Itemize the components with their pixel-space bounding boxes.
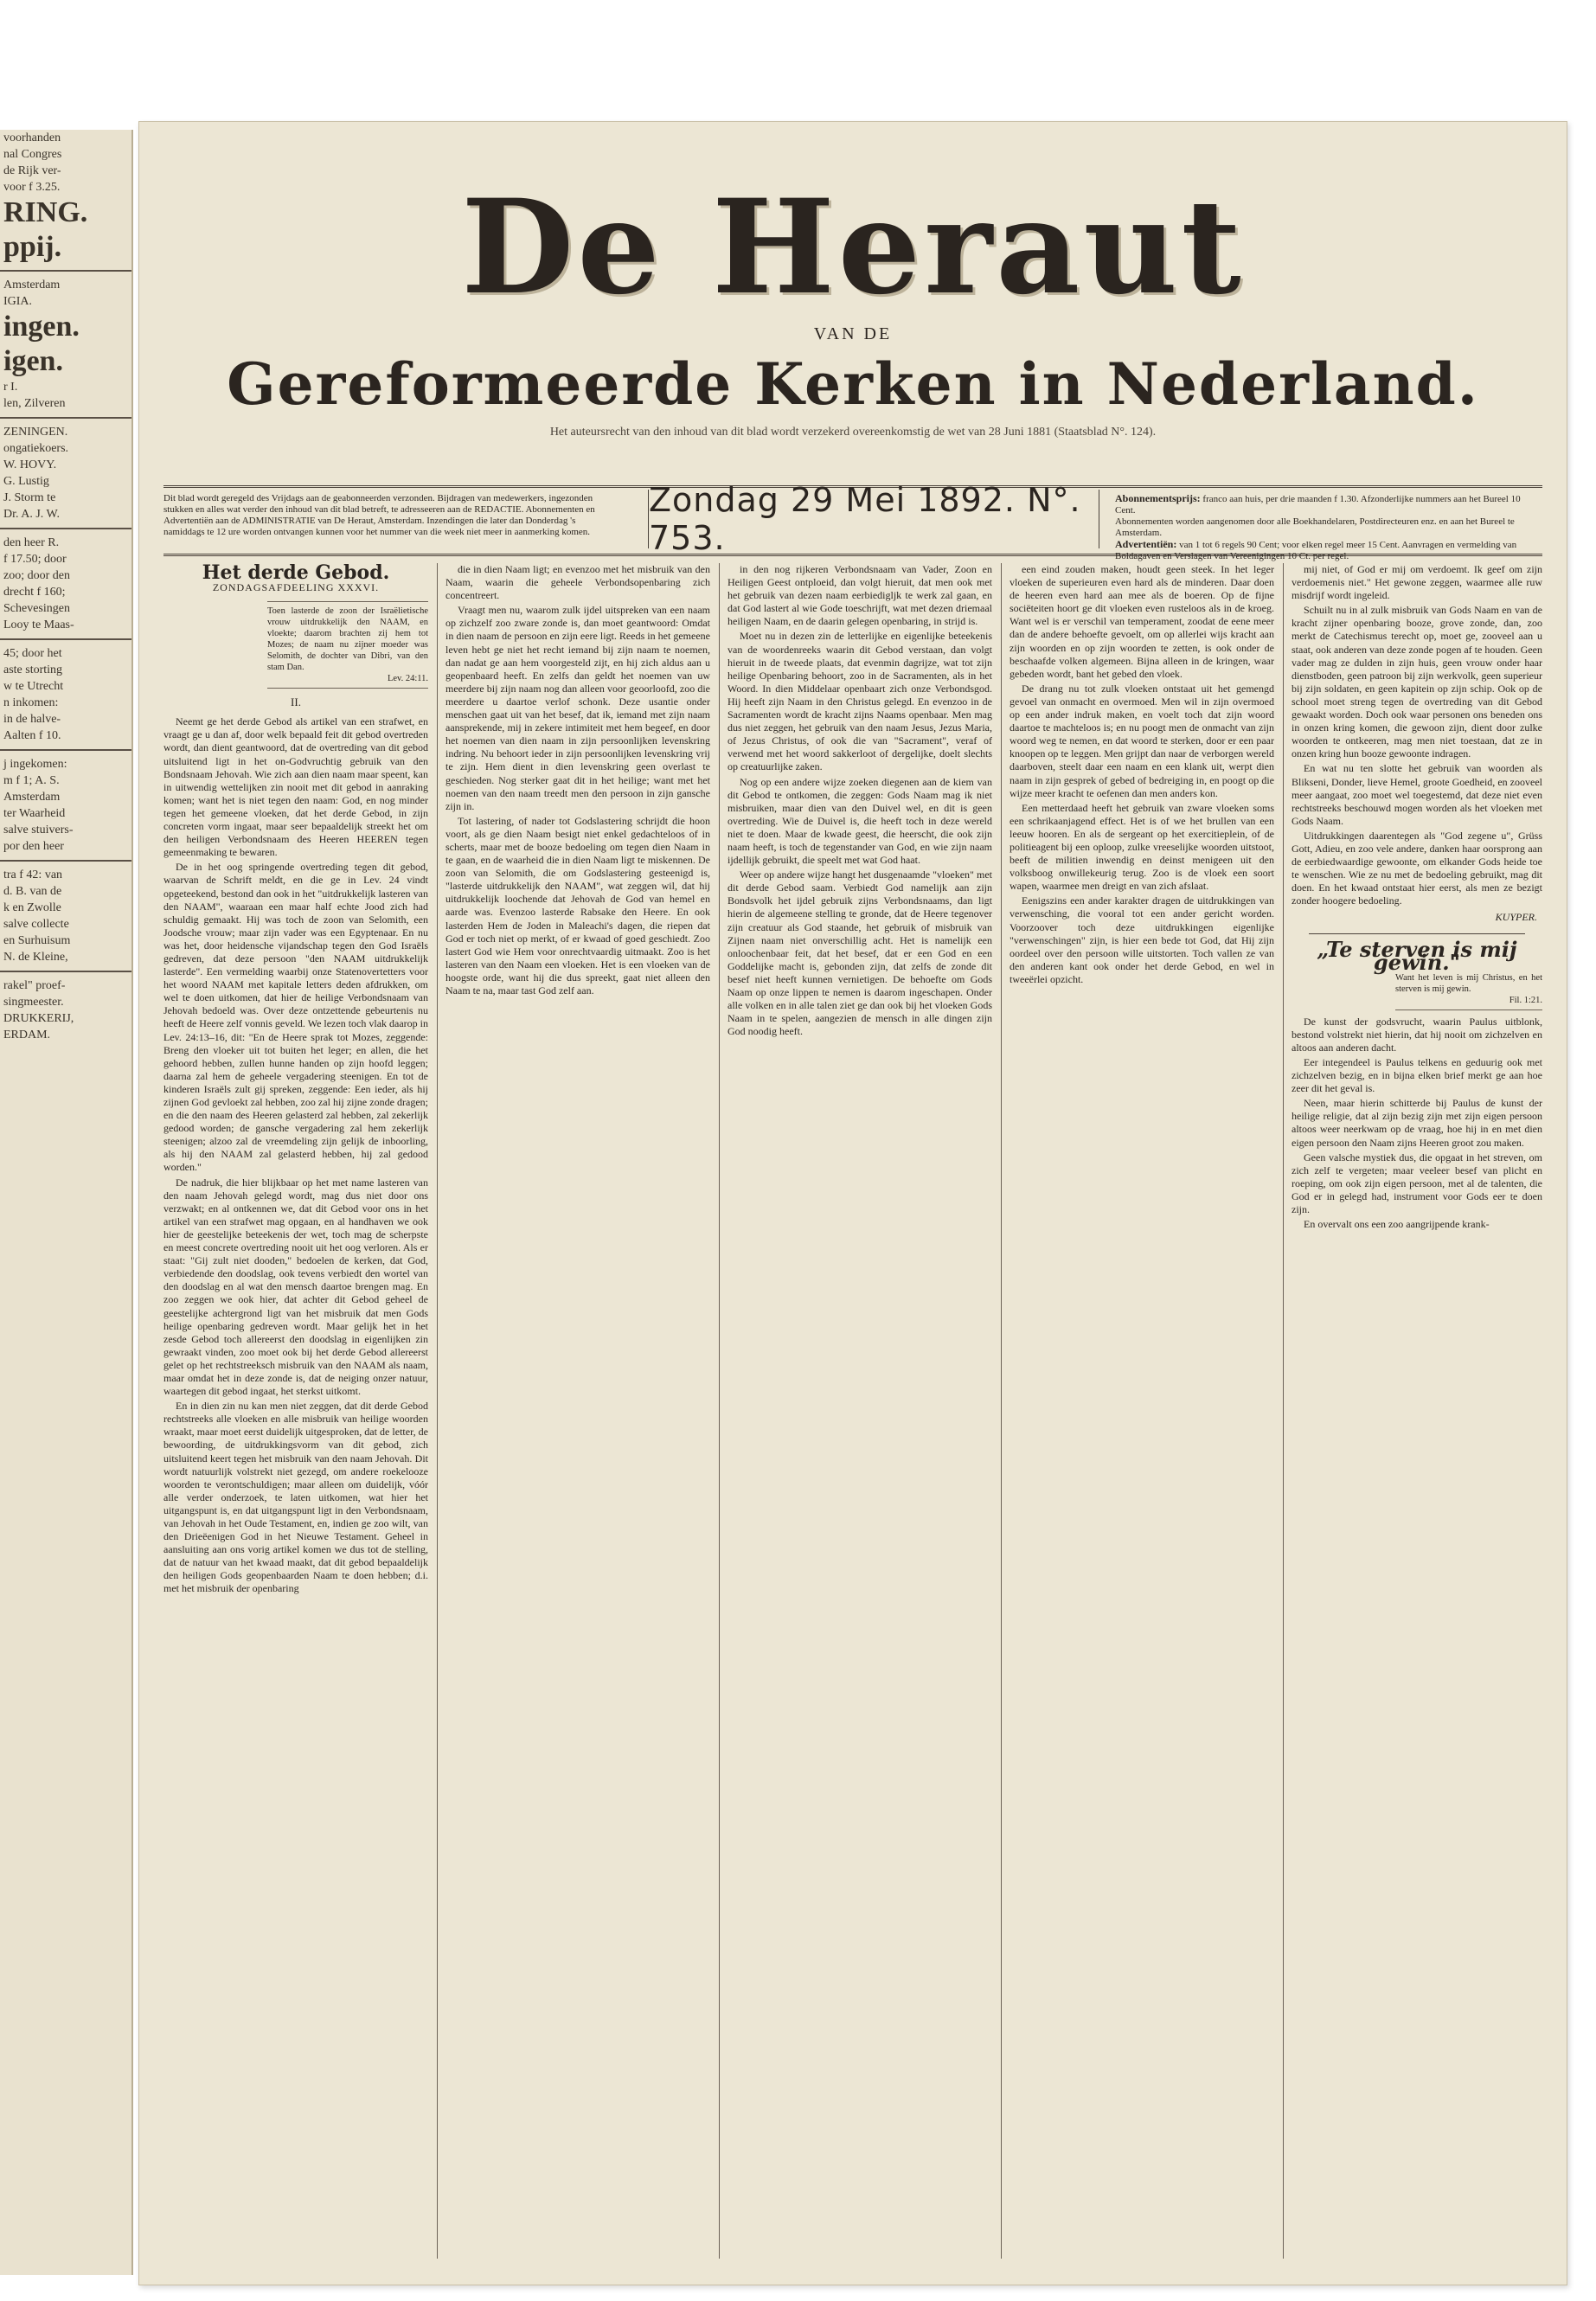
adjacent-page-text: n inkomen: [3,696,59,709]
adjacent-page-text: voorhanden [3,131,61,144]
adjacent-page-text: igen. [3,345,63,377]
adjacent-page-text: ppij. [3,231,62,263]
adjacent-page-text: Amsterdam [3,791,61,804]
adjacent-page-text: voor f 3.25. [3,181,61,194]
adjacent-page-text: Looy te Maas- [3,619,74,631]
adjacent-page-text: N. de Kleine, [3,951,68,964]
copyright-notice: Het auteursrecht van den inhoud van dit blad wordt verzekerd overeenkomstig de wet van 28 Juni 1881 (Staatsblad N°. 124). [549,426,1157,439]
adjacent-page-rule [0,749,131,751]
adjacent-page-text: IGIA. [3,295,33,308]
adjacent-page-text: len, Zilveren [3,397,66,410]
adjacent-page-text: W. HOVY. [3,458,57,471]
column-2 [445,563,710,2259]
adjacent-page-rule [0,270,131,272]
paragraph: Uitdrukkingen daarentegen als "God zegene u", Grüss Gott, Adieu, en zoo vele andere, danken haar oorsprong aan de eerbiedwaardige gewoonte, om elkander Gods heide toe te wenschen. Wie ze nu met de bedoeling gebruikt, mag dit doen. En het kwaad ontstaat hier eerst, als men ze bezigt zonder hoogere bedoeling. [1292,829,1542,907]
column-3 [727,563,992,2259]
article-divider [1309,933,1525,934]
adjacent-page-text: singmeester. [3,996,64,1009]
newspaper-subtitle: Gereformeerde Kerken in Nederland. [227,350,1479,418]
paragraph: Schuilt nu in al zulk misbruik van Gods Naam en van de kracht zijner openbaring booze, grove zonde, dan, zoo merkt de Catechismus terecht op, moet ge, zooveel aan u staat, ook anderen van deze zonde pogen af te houden. Geen vader mag ze dulden in zijn huis, geen vrouw onder haar dienstboden, geen patroon bij zijn werkvolk, geen superieur bij zijn soldaten, en geen kapitein op zijn schip. Ook op de school moet streng tegen de overtreding van dit Gebod gewaakt worden. Doch ook waar personen ons beneden ons in onzen kring komen, die gewoon zijn, dient door zulke woorden te ontkeeren, mag men niet toestaan, dat ze in onzen kring hun booze gewoonte indragen. [1292,604,1542,760]
meditation-epigraph-reference: Fil. 1:21. [1509,995,1542,1005]
section-title: Het derde Gebod. [202,563,390,584]
paragraph: een eind zouden maken, houdt geen steek. In het leger vloeken de superieuren even hard als de minderen. Daar doen de heeren even hard aan mee als de boeren. Op de fijne sociëteiten hoort ge dit vloeken even rusteloos als in de kroeg. Want wel is er verschil van temperament, zoodat de eene meer dan de andere behoefte gevoelt, om op allerlei wijs kracht aan zijn woorden en op zijn woorden te zetten, is ook onder de beschaafde volken algemeen. Bijna alleen in de kringen, waar gebeden wordt, bant het gebed den vloek. [1010,563,1274,680]
subscription-price-text: franco aan huis, per drie maanden f 1.30. Afzonderlijke nummers aan het Bureel 10 Cent. [1115,494,1521,516]
part-number: II. [291,695,301,709]
advertisement-text: van 1 tot 6 regels 90 Cent; voor elken regel meer 15 Cent. Aanvragen en vermelding van Boldagaven en Verslagen van Vereenigingen 10 Ct. per regel. [1115,540,1517,561]
epigraph-text: Toen lasterde de zoon der Israëlietische vrouw uitdrukkelijk den NAAM, en vloekte; daarom brachten zij hem tot Mozes; de naam nu zijner moeder was Selomith, de dochter van Dibri, van den stam Dan. [267,606,428,673]
issue-info-bar [163,481,1542,561]
paragraph: De drang nu tot zulk vloeken ontstaat uit het gemengd gevoel van onmacht en overmoed. Men wil in zijn overmoed op een ander indruk maken, en voelt toch dat zijn woord daartoe te machteloos is; en nu poogt men de onmacht van zijn woord weg te nemen, en dat woord te sterken, door er een paar knoopen op te leggen. Men grijpt dan naar de verborgen wereld daarboven, steelt daar een naam en een klank uit, werpt dien naam in zijn gesprek of gebed of bedreiging in, en poogt op die wijze meer kracht te oefenen dan men anders kon. [1010,682,1274,799]
adjacent-page-text: Dr. A. J. W. [3,508,60,521]
adjacent-page-text: RING. [3,196,88,228]
paragraph: En wat nu ten slotte het gebruik van woorden als Blikseni, Donder, lieve Hemel, groote Goedheid, en zooveel meer aangaat, zoo moet wel toegestemd, dat deze niet even rechtstreeks beschouwd mogen worden als het vloeken met Gods Naam. [1292,762,1542,827]
title-connector: VAN DE [813,324,893,343]
column-1 [163,563,428,2259]
paragraph: die in dien Naam ligt; en evenzoo met het misbruik van den Naam, waarin die geheele Verbondsopenbaring zich concentreert. [445,563,710,602]
paragraph: Een metterdaad heeft het gebruik van zware vloeken soms een schrikaanjagend effect. Het is of we het brullen van een leeuw hooren. En als de sergeant op het exercitieplein, of de politieagent bij een oploop, zulke vreeselijke woorden uitstoot, beeft de militien inwendig en deinst menigeen uit den volksboog onwillekeurig terug. Zoo is de vloek een soort wapen, waarmee men dreigt en van zich afslaat. [1010,801,1274,893]
masthead [139,171,1567,439]
subscription-agents-text: Abonnementen worden aangenomen door alle Boekhandelaren, Postdirecteuren enz. en aan het Bureel te Amsterdam. [1115,516,1515,538]
paragraph: De nadruk, die hier blijkbaar op het met name lasteren van den naam Jehovah gelegd wordt, mag dus niet door ons verzwakt; en al ontkennen we, dat dit Gebod voor ons in het artikel van een strafwet mag opgaan, en al handhaven we ook hier de geestelijke beteekenis der wet, toch mag de scherpste en meest concrete overtreding nooit uit het oog verloren. Als er staat: "Gij zult niet dooden," bedoelen de kerken, dat God, verbiedende den doodslag, ook tevens verbiedt den wortel van den doodslag en al wat den mensch daartoe brengen mag. En zoo zeggen we ook hier, dat achter dit Gebod geheel de geestelijke achtergrond ligt van het misbruik dat men Gods heilige openbaring gedreven wordt. Maar gelijk het in het zesde Gebod toch allereerst den doodslag in eigenlijken zin gewraakt vinden, zoo moet ook bij het derde Gebod allereerst gelet op het rechtstreeksch misbruik van den NAAM als naam, maar omdat het in deze zonde is, dat de neiging onzer natuur, waartegen dit gebod ingaat, het sterkst uitkomt. [163,1176,428,1398]
adjacent-page-text: k en Zwolle [3,901,61,914]
paragraph: De in het oog springende overtreding tegen dit gebod, waarvan de Schrift meldt, en die ge in Lev. 24 vindt opgeteekend, bestond dan ook in het "uitdrukkelijk lasteren van den NAAM", waaraan een maar half echte Jood zich had schuldig gemaakt. Hij was toch de zoon van Selomith, een Joodsche vrouw; maar zijn vader was een Egyptenaar. En nu was het, door heidensche vijandschap tegen den God Israëls gedreven, dat deze persoon "den NAAM uitdrukkelijk lasterde". Een vermelding waarbij onze Statenovertetters voor het woord NAAM met kapitale letters deden afdrukken, om wel te doen uitkomen, dat hier de heilige Verbondsnaam van Jehovah bedoeld was. Over deze ontzettende gebeurtenis nu heeft de Heere zelf vonnis geveld. We lezen toch vlak daarop in Lev. 24:13–16, dit: "En de Heere sprak tot Mozes, zeggende: Breng den vloeker uit tot buiten het leger; en allen, die het gehoord hebben, zullen hunne handen op zijn hoofd leggen; daarna zal hem de geheele vergadering steenigen. En tot de kinderen Israëls zult gij spreken, zeggende: Een ieder, als hij zijnen God gevloekt zal hebben, zoo zal hij zijne zonde dragen; en die den naam des Heeren gelasterd zal hebben, zal zekerlijk gedood worden; de gansche vergadering zal hem zekerlijk steenigen; alzoo zal de vreemdeling zijn gelijk de inboorling, als hij den NAAM zal gelasterd hebben, hij zal gedood worden." [163,861,428,1174]
adjacent-page-text: nal Congres [3,148,62,161]
adjacent-page-text: ter Waarheid [3,807,66,820]
adjacent-page-text: Amsterdam [3,279,61,292]
adjacent-page-text: drecht f 160; [3,586,66,599]
meditation-title: „Te sterven is mij gewin." [1317,936,1517,975]
adjacent-page-text: w te Utrecht [3,680,64,693]
adjacent-page-text: in de halve- [3,713,61,726]
adjacent-page-text: ingen. [3,311,80,343]
adjacent-page-text: f 17.50; door [3,553,67,566]
adjacent-page-rule [0,638,131,640]
advertisement-label: Advertentiën: [1115,538,1177,550]
paragraph: De kunst der godsvrucht, waarin Paulus uitblonk, bestond volstrekt niet hierin, dat hij nooit om zichzelven en altoos aan anderen dacht. [1292,1015,1542,1054]
section-subtitle: ZONDAGSAFDEELING XXXVI. [212,581,380,594]
adjacent-page-text: rakel" proef- [3,979,66,992]
column-5-body [1292,563,1542,907]
adjacent-page-text: DRUKKERIJ, [3,1012,74,1025]
subscription-info [1115,493,1542,562]
adjacent-page-rule [0,417,131,419]
adjacent-page-text: G. Lustig [3,475,49,488]
paragraph: in den nog rijkeren Verbondsnaam van Vader, Zoon en Heiligen Geest ontploeid, dan volgt hieruit, dat men ook met het gebruik van dezen naam eerbiedigljk te werk zal gaan, en dat God lastert al wie Gode toeschrijft, wat met dezen driemaal heiligen Naam, en de daarin gelegen openbaring, in strijd is. [727,563,992,628]
paragraph: Neemt ge het derde Gebod als artikel van een strafwet, en vraagt ge u dan af, door welk bepaald feit dit gebod overtreden wordt, dan dient geantwoord, dat de overtreding van dit gebod uitsluitend ligt in het on-Godvruchtig gebruik van den Bondsnaam Jehovah. Wie zich aan dien naam maar speent, kan in uitwendig wettelijken zin nooit met dit gebod in aanraking komen; want het is niet tegen den naam: God, en nog minder tegen het gemeene vloeken, dat het derde Gebod, in zijn concreten vorm ingaat, maar seer bepaaldelijk streekt het om den heiligen Verbondsnaam des Heeren HEEREN tegen gemeenmaking te bewaren. [163,715,428,859]
paragraph: Eenigszins een ander karakter dragen de uitdrukkingen van verwensching, die vooral tot een ander gericht worden. Voorzoover toch deze uitdrukkingen eigenlijke "verwenschingen" zijn, is hier een bede tot God, dat Hij zijn oordeel over den persoon wille uitstorten. Toch vallen ze van den anderen kant ook onder het derde Gebod, en wel in tweeërlei opzicht. [1010,894,1274,985]
adjacent-page-text: por den heer [3,840,64,853]
column-3-body [727,563,992,1038]
paragraph: Weer op andere wijze hangt het dusgenaamde "vloeken" met dit derde Gebod saam. Verbiedt God namelijk aan zijn Bondsvolk het ijdel gebruik zijns Verbondsnaams, dan ligt hierin de algemeene stelling te gronde, dat de Heere tegenover zijn creatuur als God staande, het gebruik of misbruik van Zijnen naam niet onverschillig acht. Het is namelijk een onloochenbaar feit, dat het besef, dat er een God en een Goddelijke macht is, gebonden zijn, dat zelfs de zonde dit besef niet heeft kunnen vernietigen. De behoefte om Gods Naam op onze lippen te nemen is daarom ingeschapen. Onder alle volken en in alle talen ziet ge dan ook bij het vloeken Gods Naam in te spelen, aangezien de mensch in alle dingen zijn God noodig heeft. [727,868,992,1038]
adjacent-page-text: r I. [3,381,18,394]
adjacent-page-text: salve stuivers- [3,824,74,836]
adjacent-page-text: j ingekomen: [3,758,67,771]
adjacent-page-text: ongatiekoers. [3,442,69,455]
paragraph: En in dien zin nu kan men niet zeggen, dat dit derde Gebod rechtstreeks alle vloeken en alle misbruik van heilige woorden wraakt, maar moet eerst duidelijk uitgesproken, dat de letter, de bewoording, de uitdrukkingsvorm van dit gebod, zich uitsluitend keert tegen het misbruik van den naam Jehovah. Dit wordt natuurlijk volstrekt niet gezegd, om andere roekelooze woorden te verontschuldigen; maar alleen om duidelijk, vóór alle verder onderzoek, te laten uitkomen, wat hier het uitgangspunt is, en dat uitgangspunt ligt in den Verbondsnaam, van Jehovah in het Oude Testament, en, indien ge zoo wilt, van den Drieëenigen God in het Nieuwe Testament. Geheel in aansluiting aan ons vorig artikel komen we dus tot de stelling, dat de natuur van het kwaad maakt, dat dit gebod bepaaldelijk den heiligen Gods geopenbaarden Naam te doen hebben; d.i. met het misbruik der openbaring [163,1400,428,1595]
column-divider [437,563,438,2259]
newspaper-title: De Heraut [461,171,1245,324]
column-2-body [445,563,710,997]
paragraph: Neen, maar hierin schitterde bij Paulus de kunst der heilige religie, dat al zijn bezig zijn met zijn eigen persoon altoos weer neerkwam op de vraag, hoe hij in en met dien eigen persoon den Naam zijns Heeren groot zou maken. [1292,1097,1542,1149]
epigraph [267,601,428,689]
adjacent-page-text: en Surhuisum [3,934,71,947]
adjacent-page-text: tra f 42: van [3,868,63,881]
adjacent-page-text: 45; door het [3,647,62,660]
paragraph: mij niet, of God er mij om verdoemt. Ik geef om zijn verdoemenis niet." Het gewone zeggen, waarmee alle ruw misdrijf wordt ingeleid. [1292,563,1542,602]
adjacent-page-text: J. Storm te [3,491,56,504]
meditation-body [1292,1016,1542,1232]
adjacent-page-strip [0,130,133,2275]
adjacent-page-text: d. B. van de [3,885,62,898]
column-4 [1010,563,1274,2259]
paragraph: Eer integendeel is Paulus telkens en geduurig ook met zichzelven bezig, en in bijna elken brief merkt ge aan hoe zeer dit het geval is. [1292,1056,1542,1095]
adjacent-page-text: ERDAM. [3,1029,51,1042]
column-divider [1001,563,1002,2259]
column-5 [1292,563,1542,2259]
column-divider [1283,563,1284,2259]
adjacent-page-text: Schevesingen [3,602,70,615]
adjacent-page-text: salve collecte [3,918,69,931]
adjacent-page-text: de Rijk ver- [3,164,61,177]
adjacent-page-rule [0,860,131,862]
adjacent-page-rule [0,971,131,972]
column-1-body [163,715,428,1595]
adjacent-page-text: Aalten f 10. [3,729,61,742]
paragraph: Tot lastering, of nader tot Godslastering schrijdt die hoon voort, als ge dien Naam besigt niet enkel gedachteloos of in scherts, maar met de booze bedoeling om tegen dien Naam in te gaan, en de waarheid die in dien Naam ligt te miskennen. De zoon van Selomith, die om Godslastering gesteenigd is, "lasterde uitdrukkelijk den NAAM", wat zeggen wil, dat hij uitdrukkelijk loochende dat Jehovah de God van hemel en aarde was. Evenzoo lasterde Rabsake den Heere. En ook lasterden Hem de Joden in Maleachi's dagen, die riepen dat God er toch niet op merkt, of er kwaad of goed geschiedt. Zoo lastert God wie Hem voor onrechtvaardig uitmaakt. Zoo is het lasteren van den Naam een vloeken. Het is een vloeken van de hoogste orde, want hij die dus spreekt, gaat niet alleen den Naam te na, maar tast God zelf aan. [445,814,710,997]
paragraph: Geen valsche mystiek dus, die opgaat in het streven, om zich zelf te vergeten; maar veeleer besef van plicht en roeping, om ook zijn eigen persoon, met al de talenten, die God er in gelegd had, instrument voor Gods eer te doen zijn. [1292,1150,1542,1216]
epigraph-reference: Lev. 24:11. [387,674,428,684]
column-4-body [1010,563,1274,986]
issue-date-number: Zondag 29 Mei 1892. N°. 753. [648,490,1099,548]
adjacent-page-text: zoo; door den [3,569,70,582]
meditation-epigraph [1395,972,1542,1010]
meditation-epigraph-text: Want het leven is mij Christus, en het sterven is mij gewin. [1395,972,1542,994]
paragraph: Nog op een andere wijze zoeken diegenen aan de kiem van dit Gebod te ontkomen, die zeggen: Gods Naam mag ik niet misbruiken, maar dien van den Duivel wel, en dit is geen overtreding. Wie de Duivel is, die heeft toch in deze wereld niet te doen. Maar de kwade geest, die heerscht, die ook zijn naam heeft, is toch de tegenstander van God, en wie zijn naam ijdellijk gebruikt, die speelt met wat God haat. [727,775,992,867]
adjacent-page-text: m f 1; A. S. [3,774,60,787]
adjacent-page-rule [0,528,131,529]
paragraph: Moet nu in dezen zin de letterlijke en eigenlijke beteekenis van de woordenreeks waarin dit Gebod verstaan, dan volgt hieruit in de tweede plaats, dat evenmin dagrijze, wat tot zijn heilige Openbaring behoort, zoo in de Sacramenten, als in het Woord. In dien Middelaar openbaart zich onze Verbondsgod. Hij heeft zijn Naam in den Christus gelegd. En evenzoo in de Sacramenten wordt de kracht zijns Naams openbaar. Men mag dus niet zeggen, het gebruik van den naam Jesus, Jezus Maria, of Jezus Christus, of ook die van "Sacrament", veraf of verwend met het woord sakkerloot of dergelijke, doelt slechts op creatuurlijke zaken. [727,630,992,773]
subscription-price-label: Abonnementsprijs: [1115,492,1201,504]
delivery-notice: Dit blad wordt geregeld des Vrijdags aan de geabonneerden verzonden. Bijdragen van medewerkers, ingezonden stukken en alles wat verder den inhoud van dit blad betreft, te adresseeren aan de REDACTIE. Abonnementen en Advertentiën aan de ADMINISTRATIE van De Heraut, Amsterdam. Inzendingen die later dan Donderdag 's namiddags te 12 ure worden ontvangen kunnen voor het nummer van die week niet meer in aanmerking komen. [163,493,595,537]
author-signature: KUYPER. [1495,911,1537,924]
paragraph: En overvalt ons een zoo aangrijpende krank- [1304,1218,1490,1231]
newspaper-page [138,121,1567,2285]
article-columns [163,563,1542,2259]
paragraph: Vraagt men nu, waarom zulk ijdel uitspreken van een naam op zichzelf zoo zware zonde is, dan moet geantwoord: Omdat in dien naam de persoon en zijn eere ligt. Reeds in het gemeene leven hebt ge niet het recht iemand bij zijn naam te noemen, dan nadat ge aan hem voorgesteld zijt, en hij zich aldus aan u geopenbaard heeft. En zelfs dan geldt het noemen van uw meerdere bij zijn naam nog dan alleen voor geoorloofd, zoo die meerdere u daartoe verlof schonk. Deze usantie onder menschen gaat uit van het besef, dat ik, iemand met zijn naam aansprekende, mij in zekere intimiteit met hem begeef, en door het noemen van dien naam in zijn persoonlijken levenskring indring. Nu behoort ieder in zijn persoonlijken levenskring vrij te zijn. Hem dient in dien levenskring geen overlast te geschieden. Nog sterker gaat dit in het heilige; want met het noemen van den naam treedt men den persoon in zijn gansche zijn in. [445,604,710,812]
adjacent-page-text: ZENINGEN. [3,426,68,439]
adjacent-page-text: aste storting [3,663,63,676]
column-divider [719,563,720,2259]
adjacent-page-text: den heer R. [3,536,60,549]
